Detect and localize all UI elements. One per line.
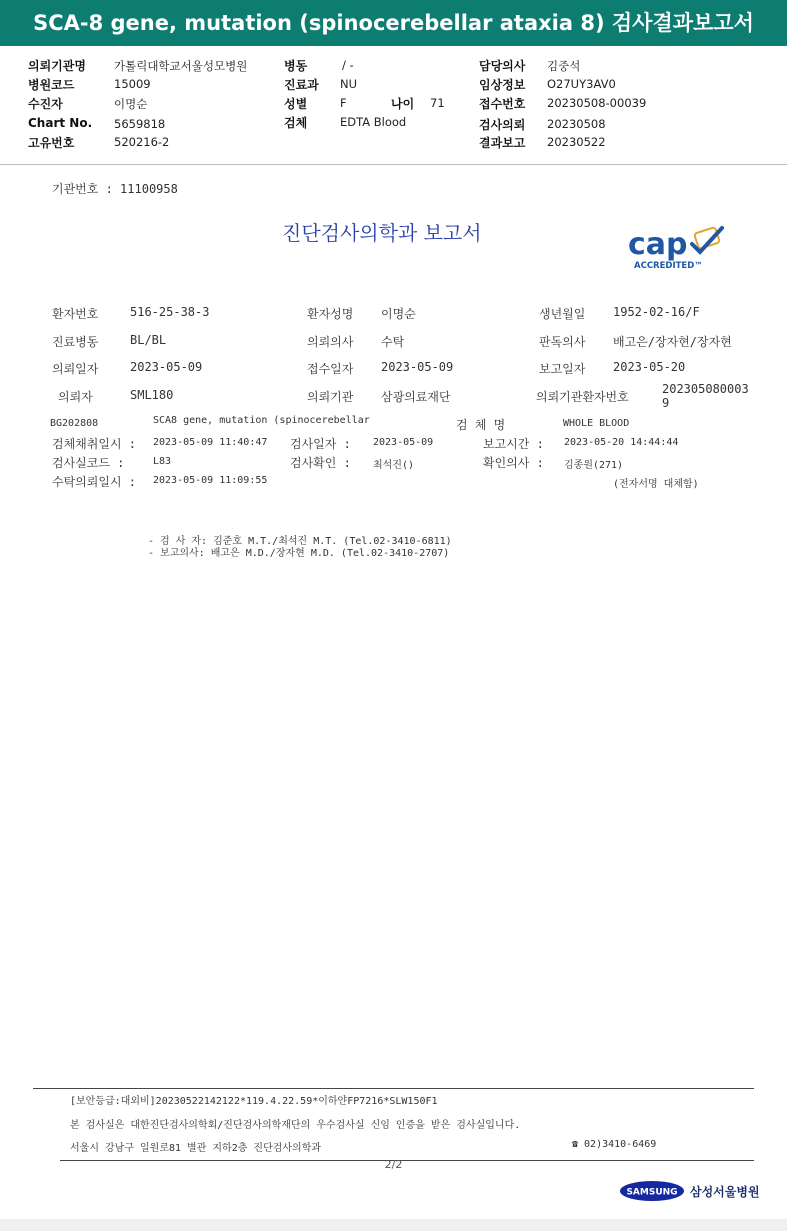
header-label-attending-doctor: 담당의사 [479, 59, 526, 73]
patient-label-institution-patient-no: 의뢰기관환자번호 [536, 390, 629, 404]
patient-value-institution-patient-no: 202305080003 [662, 382, 749, 396]
header-label-department: 진료과 [284, 78, 319, 92]
header-label-ward: 병동 [284, 59, 308, 73]
security-line: [보안등급:대외비]20230522142122*119.4.22.59*이하얀FP7216*SLW150F1 [70, 1096, 438, 1107]
specimen-name-value: WHOLE BLOOD [563, 418, 630, 429]
patient-label-birthdate: 생년월일 [539, 307, 586, 321]
header-value-department: NU [340, 77, 358, 91]
detail-label-lab-code: 검사실코드 : [52, 456, 125, 470]
header-value-age: 71 [430, 96, 445, 110]
patient-value-request-date: 2023-05-09 [130, 360, 203, 374]
patient-label-ward: 진료병동 [52, 335, 99, 349]
header-label-receipt-no: 접수번호 [479, 97, 526, 111]
patient-label-requesting-doctor: 의뢰의사 [307, 335, 354, 349]
patient-value-reading-doctor: 배고은/장자현/장자현 [613, 335, 732, 349]
patient-label-receipt-date: 접수일자 [307, 362, 354, 376]
detail-value-collection-time: 2023-05-09 11:40:47 [153, 437, 268, 448]
patient-value-requesting-doctor: 수탁 [381, 335, 405, 349]
header-value-hospital-code: 15009 [114, 77, 151, 91]
lab-address: 서울시 강남구 일원로81 별관 지하2층 진단검사의학과 [70, 1143, 322, 1154]
footer-top-rule [33, 1088, 754, 1089]
header-label-requesting-institution: 의뢰기관명 [28, 59, 86, 73]
header-value-clinical-info: O27UY3AV0 [547, 77, 616, 91]
patient-value-number: 516-25-38-3 [130, 305, 210, 319]
patient-value-name: 이명순 [381, 307, 416, 321]
patient-value-ward: BL/BL [130, 333, 167, 347]
patient-value-report-date: 2023-05-20 [613, 360, 686, 374]
patient-label-reading-doctor: 판독의사 [539, 335, 586, 349]
header-value-sex: F [340, 96, 347, 110]
detail-value-test-confirm: 최석진() [373, 460, 415, 471]
institution-number: 기관번호 : 11100958 [52, 182, 178, 196]
patient-value-receipt-date: 2023-05-09 [381, 360, 454, 374]
electronic-signature-note: (전자서명 대체함) [613, 479, 699, 490]
samsung-wordmark: SAMSUNG [626, 1187, 678, 1198]
specimen-name-label: 검 체 명 [456, 418, 506, 432]
detail-label-report-time: 보고시간 : [483, 437, 544, 451]
samsung-logo-icon [620, 1180, 760, 1202]
patient-label-requesting-institution: 의뢰기관 [307, 390, 354, 404]
detail-value-test-date: 2023-05-09 [373, 437, 434, 448]
viewer-bottom-strip [0, 1219, 787, 1231]
detail-label-consignment-time: 수탁의뢰일시 : [52, 475, 137, 489]
patient-value-requester: SML180 [130, 388, 174, 402]
header-value-result-report: 20230522 [547, 135, 606, 149]
header-label-chart-no: Chart No. [28, 116, 93, 130]
patient-label-name: 환자성명 [307, 307, 354, 321]
header-label-age: 나이 [391, 97, 415, 111]
patient-label-report-date: 보고일자 [539, 362, 586, 376]
detail-label-test-date: 검사일자 : [290, 437, 351, 451]
lab-phone: ☎ 02)3410-6469 [572, 1139, 657, 1150]
header-label-clinical-info: 임상정보 [479, 78, 526, 92]
test-code: BG202808 [50, 418, 99, 429]
header-label-hospital-code: 병원코드 [28, 78, 75, 92]
header-value-requesting-institution: 가톨릭대학교서울성모병원 [114, 59, 248, 73]
samsung-medical-center-logo [620, 1180, 760, 1202]
cap-logo-subtext: ACCREDITED™ [634, 261, 703, 271]
staff-line-technologists: - 검 사 자: 김준호 M.T./최석진 M.T. (Tel.02-3410-6811) [148, 536, 452, 547]
hospital-wordmark: 삼성서울병원 [690, 1185, 760, 1199]
cap-logo-icon [626, 222, 730, 272]
detail-label-test-confirm: 검사확인 : [290, 456, 351, 470]
cap-logo-text: cap [628, 227, 688, 262]
header-value-attending-doctor: 김중석 [547, 59, 581, 73]
header-value-unique-no: 520216-2 [114, 135, 170, 149]
detail-label-confirming-doctor: 확인의사 : [483, 456, 544, 470]
patient-label-number: 환자번호 [52, 307, 99, 321]
patient-label-requester: 의뢰자 [58, 390, 93, 404]
header-value-ward: / - [342, 58, 354, 72]
header-label-specimen: 검체 [284, 116, 308, 130]
header-label-sex: 성별 [284, 97, 308, 111]
cap-accredited-logo [626, 222, 730, 272]
patient-label-request-date: 의뢰일자 [52, 362, 99, 376]
patient-value-requesting-institution: 삼광의료재단 [381, 390, 451, 404]
header-label-unique-no: 고유번호 [28, 136, 75, 150]
header-label-examinee: 수진자 [28, 97, 63, 111]
header-label-result-report: 결과보고 [479, 136, 526, 150]
page-number: 2/2 [384, 1158, 403, 1171]
header-value-test-request: 20230508 [547, 117, 606, 131]
header-value-chart-no: 5659818 [114, 117, 166, 131]
detail-value-report-time: 2023-05-20 14:44:44 [564, 437, 679, 448]
header-divider [0, 164, 787, 165]
patient-value-institution-patient-no-cont: 9 [662, 396, 670, 410]
detail-value-consignment-time: 2023-05-09 11:09:55 [153, 475, 268, 486]
staff-line-reporting-doctors: - 보고의사: 배고은 M.D./장자현 M.D. (Tel.02-3410-2707) [148, 548, 450, 559]
header-label-test-request: 검사의뢰 [479, 118, 526, 132]
detail-label-collection-time: 검체채취일시 : [52, 437, 137, 451]
patient-value-birthdate: 1952-02-16/F [613, 305, 700, 319]
report-title-bar: SCA-8 gene, mutation (spinocerebellar ataxia 8) 검사결과보고서 [0, 0, 787, 46]
detail-value-lab-code: L83 [153, 456, 172, 467]
header-value-examinee: 이명순 [114, 97, 148, 111]
test-name: SCA8 gene, mutation (spinocerebellar [153, 415, 370, 426]
header-value-receipt-no: 20230508-00039 [547, 96, 647, 110]
report-heading: 진단검사의학과 보고서 [282, 221, 482, 245]
header-value-specimen: EDTA Blood [340, 115, 407, 129]
certification-line: 본 검사실은 대한진단검사의학회/진단검사의학재단의 우수검사실 신임 인증을 받은 검사실입니다. [70, 1120, 521, 1131]
detail-value-confirming-doctor: 김종원(271) [564, 460, 624, 471]
